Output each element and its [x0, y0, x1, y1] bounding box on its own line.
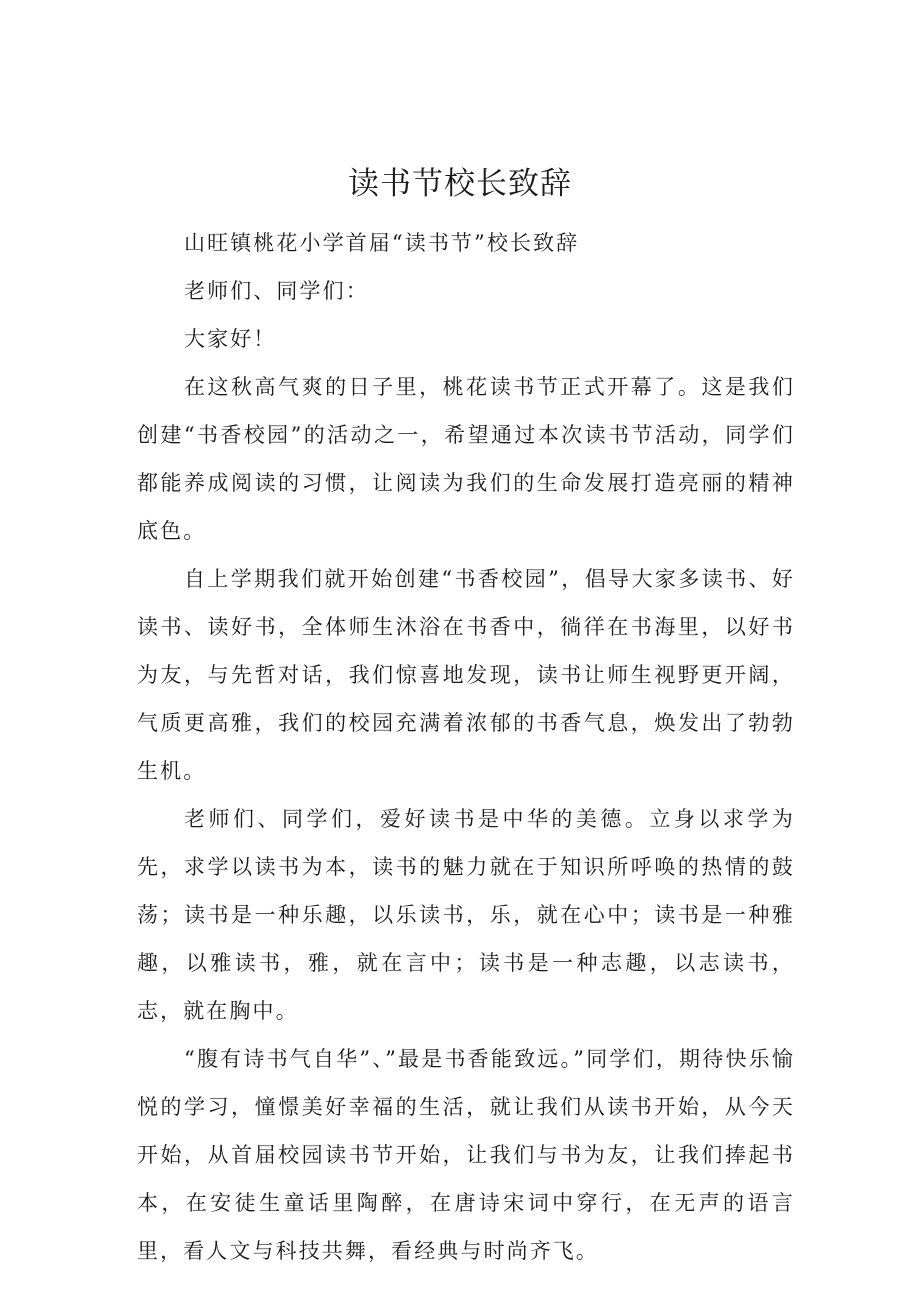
body-paragraph: 老师们、同学们，爱好读书是中华的美德。立身以求学为先，求学以读书为本，读书的魅力就在于知识所呼唤的热情的鼓荡；读书是一种乐趣，以乐读书，乐，就在心中；读书是一种雅趣，以雅读书，雅，就在言中；读书是一种志趣，以志读书，志，就在胸中。: [137, 807, 795, 1023]
body-paragraph: 在这秋高气爽的日子里，桃花读书节正式开幕了。这是我们创建“书香校园”的活动之一，希望通过本次读书节活动，同学们都能养成阅读的习惯，让阅读为我们的生命发展打造亮丽的精神底色。: [137, 375, 795, 543]
body-paragraph: “腹有诗书气自华”、”最是书香能致远。”同学们，期待快乐愉悦的学习，憧憬美好幸福的生活，就让我们从读书开始，从今天开始，从首届校园读书节开始，让我们与书为友，让我们捧起书本，在安徒生童话里陶醉，在唐诗宋词中穿行，在无声的语言里，看人文与科技共舞，看经典与时尚齐飞。: [137, 1047, 795, 1263]
document-title: 读书节校长致辞: [348, 166, 572, 202]
subtitle-paragraph: 山旺镇桃花小学首届“读书节”校长致辞: [184, 231, 580, 255]
body-paragraph: 自上学期我们就开始创建“书香校园”，倡导大家多读书、好读书、读好书，全体师生沐浴在书香中，徜徉在书海里，以好书为友，与先哲对话，我们惊喜地发现，读书让师生视野更开阔，气质更高雅，我们的校园充满着浓郁的书香气息，焕发出了勃勃生机。: [137, 567, 795, 783]
salutation-paragraph: 老师们、同学们：: [184, 279, 369, 303]
greeting-paragraph: 大家好！: [184, 327, 277, 351]
document-body: [137, 219, 795, 1275]
